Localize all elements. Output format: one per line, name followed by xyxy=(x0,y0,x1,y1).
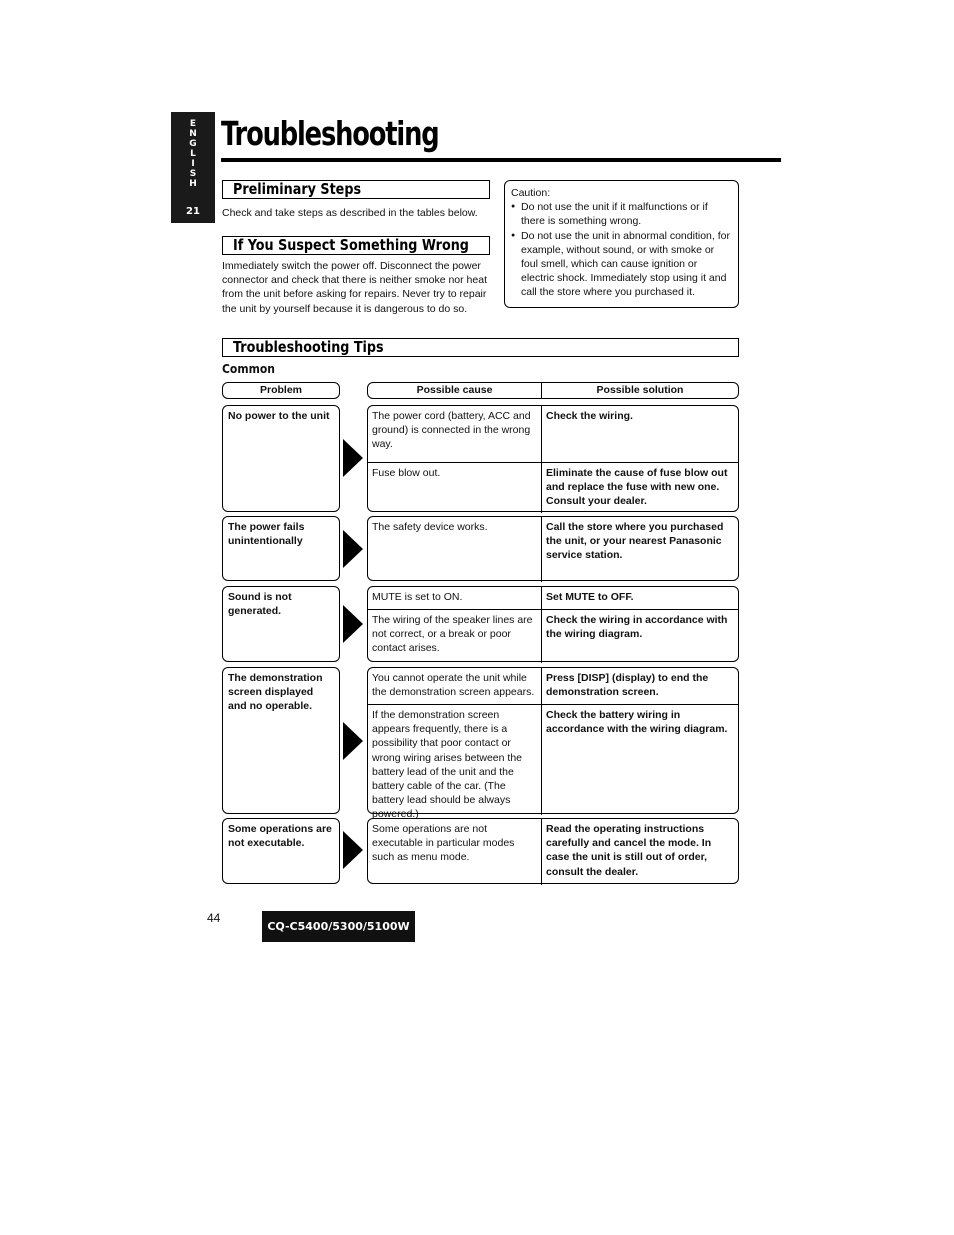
problem-cell: The demonstration screen displayed and no operable. xyxy=(222,667,340,814)
suspect-heading-text: If You Suspect Something Wrong xyxy=(233,236,469,254)
cause-cell: Fuse blow out. xyxy=(368,463,542,513)
cause-solution-header xyxy=(367,382,739,399)
cause-cell: The power cord (battery, ACC and ground) is connected in the wrong way. xyxy=(368,406,542,462)
table-row xyxy=(368,668,738,705)
tips-heading xyxy=(222,338,739,357)
suspect-text: Immediately switch the power off. Disconnect the power connector and check that there is neither smoke nor heat from the unit before asking for repairs. Never try to repair the unit by yourself because it is dangerous to do so. xyxy=(222,260,487,315)
solution-cell: Set MUTE to OFF. xyxy=(546,591,634,603)
cause-cell: The wiring of the speaker lines are not correct, or a break or poor contact arises. xyxy=(368,610,542,663)
language-tab xyxy=(171,112,215,223)
solution-cell: Read the operating instructions carefully and cancel the mode. In case the unit is still out of order, consult the dealer. xyxy=(546,823,712,878)
caution-item: ● Do not use the unit if it malfunctions or if there is something wrong. xyxy=(511,200,732,228)
cause-cell: MUTE is set to ON. xyxy=(368,587,542,609)
solution-cell: Press [DISP] (display) to end the demonstration screen. xyxy=(546,672,709,699)
solution-column-header: Possible solution xyxy=(596,384,684,396)
category-label: Common xyxy=(222,362,275,376)
arrow-icon xyxy=(343,530,363,568)
cause-cell: The safety device works. xyxy=(368,517,542,582)
caution-item: ● Do not use the unit in abnormal condition, for example, without sound, or with smoke or foul smell, which can cause ignition or electric shock. Immediately stop using it and call the store where you purchased it. xyxy=(511,229,732,300)
table-row xyxy=(368,819,738,885)
solution-cell: Check the battery wiring in accordance with the wiring diagram. xyxy=(546,709,728,736)
caution-box xyxy=(504,180,739,308)
page-title: Troubleshooting xyxy=(221,114,439,153)
arrow-icon xyxy=(343,605,363,643)
tips-heading-text: Troubleshooting Tips xyxy=(233,338,384,356)
table-row xyxy=(368,610,738,663)
lang-letter: G xyxy=(189,139,197,149)
cause-cell: Some operations are not executable in particular modes such as menu mode. xyxy=(368,819,542,885)
cause-solution-group xyxy=(367,586,739,662)
lang-letter: E xyxy=(189,119,197,129)
language-letters xyxy=(171,112,215,189)
lang-letter: N xyxy=(189,129,197,139)
title-divider xyxy=(221,158,781,162)
cause-solution-group xyxy=(367,516,739,581)
problem-cell: Sound is not generated. xyxy=(222,586,340,662)
page-number: 44 xyxy=(207,911,221,925)
problem-column-header: Problem xyxy=(222,382,340,399)
cause-solution-group xyxy=(367,667,739,821)
cause-solution-group xyxy=(367,818,739,884)
model-number-badge: CQ-C5400/5300/5100W xyxy=(262,911,415,942)
suspect-heading xyxy=(222,236,490,255)
lang-letter: L xyxy=(190,149,196,159)
caution-label: Caution: xyxy=(511,187,551,199)
solution-cell: Eliminate the cause of fuse blow out and replace the fuse with new one. Consult your dealer. xyxy=(546,467,728,508)
caution-list xyxy=(511,200,732,299)
lang-letter: H xyxy=(189,179,197,189)
preliminary-text: Check and take steps as described in the tables below. xyxy=(222,207,478,219)
solution-cell: Call the store where you purchased the unit, or your nearest Panasonic service station. xyxy=(546,521,724,562)
section-page-number: 21 xyxy=(186,206,200,217)
preliminary-heading xyxy=(222,180,490,199)
problem-cell: Some operations are not executable. xyxy=(222,818,340,884)
lang-letter: S xyxy=(189,169,197,179)
table-row xyxy=(368,406,738,463)
cause-solution-group xyxy=(367,405,739,512)
cause-cell: If the demonstration screen appears frequently, there is a possibility that poor contact or wrong wiring arises between the battery lead of the unit and the battery cable of the car. (The battery lead should be always powered.) xyxy=(368,705,542,815)
arrow-icon xyxy=(343,722,363,760)
table-row xyxy=(368,463,738,513)
solution-cell: Check the wiring. xyxy=(546,410,633,422)
problem-cell: The power fails unintentionally xyxy=(222,516,340,581)
lang-letter: I xyxy=(191,159,195,169)
preliminary-heading-text: Preliminary Steps xyxy=(233,180,362,198)
cause-column-header: Possible cause xyxy=(368,383,542,398)
table-row xyxy=(368,705,738,821)
cause-cell: You cannot operate the unit while the demonstration screen appears. xyxy=(368,668,542,704)
arrow-icon xyxy=(343,439,363,477)
solution-cell: Check the wiring in accordance with the wiring diagram. xyxy=(546,614,728,641)
table-row xyxy=(368,517,738,582)
problem-cell: No power to the unit xyxy=(222,405,340,512)
arrow-icon xyxy=(343,831,363,869)
table-row xyxy=(368,587,738,610)
